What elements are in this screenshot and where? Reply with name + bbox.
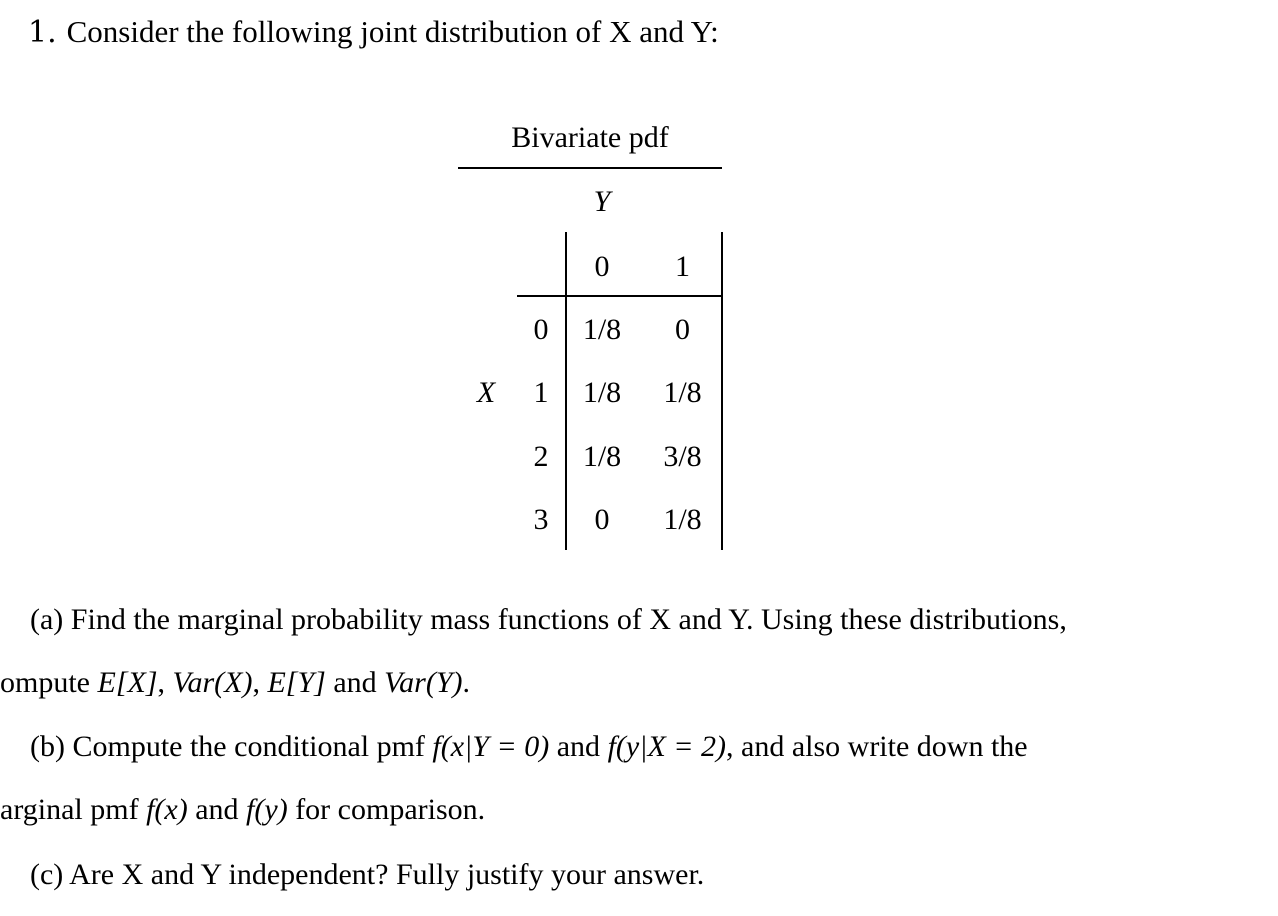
table-header-rule: [517, 295, 722, 297]
col-variable-label: Y: [593, 185, 611, 218]
part-b-line-2-suffix: for comparison.: [287, 793, 486, 826]
conditional-pmf-y: f(y|X = 2): [607, 730, 727, 763]
variance-y: Var(Y): [384, 666, 463, 699]
table-vertical-line-right: [721, 232, 723, 550]
row-variable-label: X: [476, 376, 496, 409]
part-a-sep-2: ,: [252, 666, 268, 699]
table-cell-0-0: 1/8: [582, 313, 622, 346]
question-heading: [28, 10, 719, 55]
expectation-y: E[Y]: [267, 666, 326, 699]
marginal-pmf-x: f(x): [146, 793, 188, 826]
part-b-line-2-prefix: arginal pmf: [0, 793, 147, 826]
table-cell-1-1: 1/8: [663, 376, 702, 409]
part-b-line-1: [30, 727, 1028, 767]
part-b-line-2: [0, 790, 485, 830]
part-b-mid: and: [549, 730, 608, 763]
table-cell-0-1: 0: [675, 313, 690, 346]
part-a-line-2-prefix: ompute: [0, 666, 98, 699]
question-text: Consider the following joint distribution of X and Y:: [66, 14, 719, 49]
col-header-0: 0: [594, 250, 610, 283]
table-cell-2-0: 1/8: [582, 440, 622, 473]
part-a-end: .: [462, 666, 471, 699]
table-cell-3-1: 1/8: [663, 503, 702, 536]
caption-rule: [458, 167, 722, 169]
part-a-line-1: (a) Find the marginal probability mass functions of X and Y. Using these distributions,: [30, 603, 1067, 636]
part-b-suffix: , and also write down the: [726, 730, 1028, 763]
table-cell-3-0: 0: [594, 503, 610, 536]
row-label-3: 3: [533, 503, 549, 536]
table-caption: Bivariate pdf: [511, 121, 669, 154]
part-c-text: (c) Are X and Y independent? Fully justify your answer.: [30, 858, 705, 891]
part-b-and: and: [187, 793, 247, 826]
marginal-pmf-y: f(y): [246, 793, 288, 826]
expectation-x: E[X]: [97, 666, 158, 699]
part-a-sep-1: ,: [157, 666, 173, 699]
table-cell-2-1: 3/8: [663, 440, 702, 473]
row-label-0: 0: [533, 313, 549, 346]
question-number: 1.: [28, 15, 57, 50]
row-label-1: 1: [533, 376, 549, 409]
table-cell-1-0: 1/8: [582, 376, 622, 409]
part-a-and: and: [325, 666, 385, 699]
col-header-1: 1: [675, 250, 690, 283]
part-a-line-2: [0, 663, 470, 703]
variance-x: Var(X): [172, 666, 253, 699]
part-b-prefix: (b) Compute the conditional pmf: [30, 730, 433, 763]
conditional-pmf-x: f(x|Y = 0): [432, 730, 550, 763]
row-label-2: 2: [533, 440, 549, 473]
